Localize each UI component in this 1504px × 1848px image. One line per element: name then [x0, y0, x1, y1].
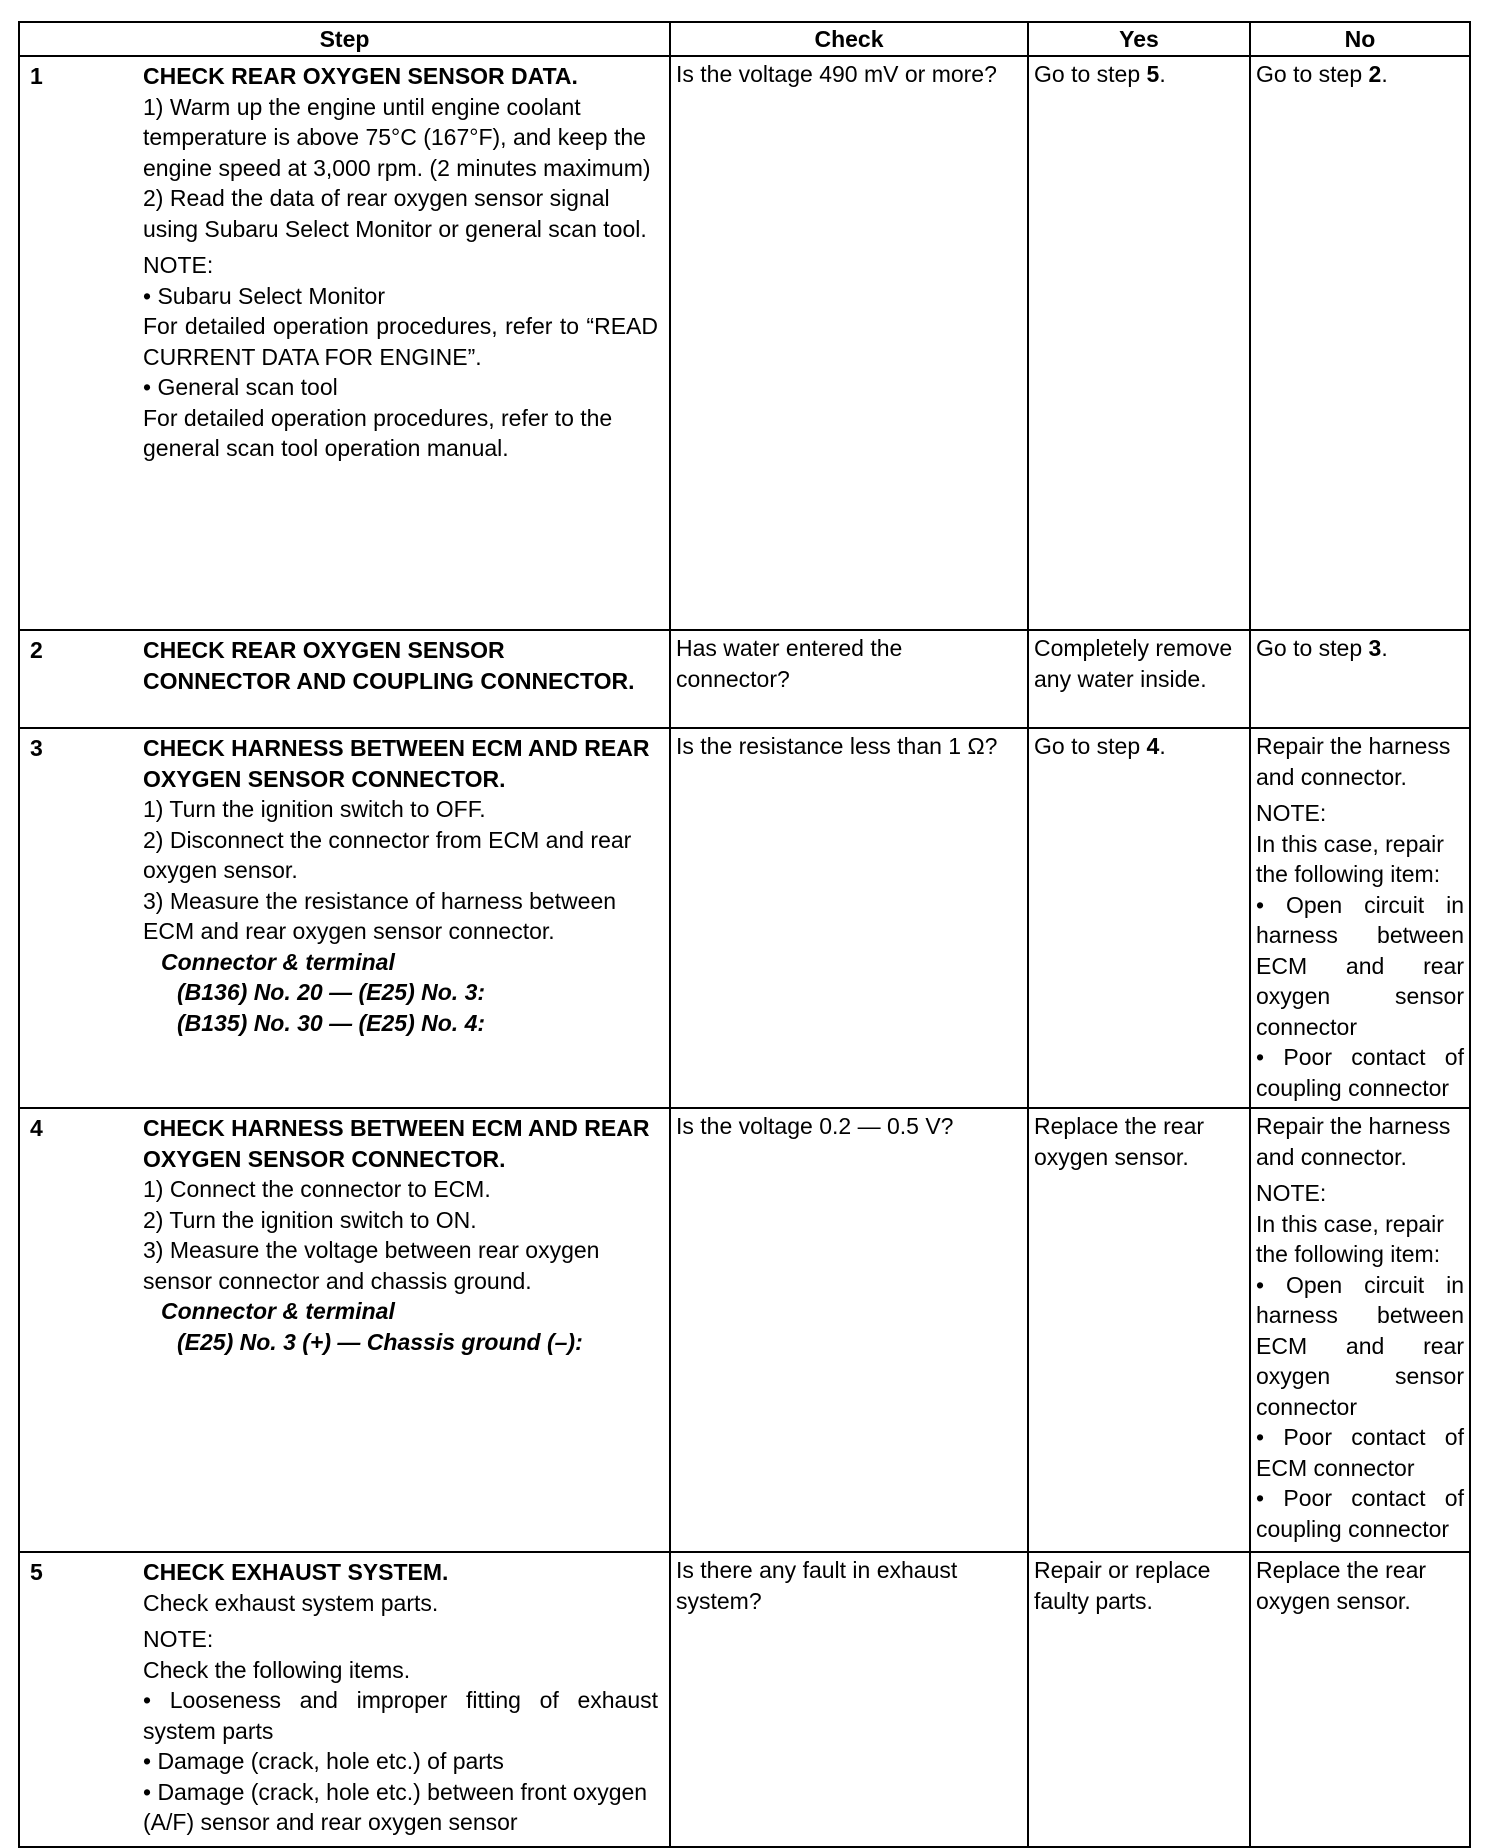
- step-line: 2) Disconnect the connector from ECM and rear oxygen sensor.: [143, 826, 632, 883]
- step-number: 3: [30, 735, 43, 761]
- step-line: 1) Turn the ignition switch to OFF.: [143, 796, 486, 822]
- step-line: 2) Turn the ignition switch to ON.: [143, 1206, 477, 1233]
- yes-text: Go to step: [1034, 61, 1147, 87]
- header-yes: Yes: [1028, 22, 1250, 56]
- step-line: 3) Measure the resistance of harness between ECM and rear oxygen sensor connector.: [143, 887, 617, 944]
- header-step: Step: [19, 22, 670, 56]
- table-row: [19, 1108, 1470, 1552]
- no-main: Repair the harness and connector.: [1256, 1113, 1451, 1170]
- note-line: For detailed operation procedures, refer to “READ CURRENT DATA FOR ENGINE”.: [143, 313, 658, 370]
- check-cell: Has water entered the connector?: [670, 630, 1028, 728]
- yes-cell: Replace the rear oxygen sensor.: [1028, 1108, 1250, 1552]
- note-line: • Damage (crack, hole etc.) of parts: [143, 1748, 504, 1774]
- step-line: Check exhaust system parts.: [143, 1589, 439, 1616]
- no-cell: [1250, 56, 1470, 630]
- step-line: 2) Read the data of rear oxygen sensor signal using Subaru Select Monitor or general scan tool.: [143, 185, 647, 242]
- check-cell: Is there any fault in exhaust system?: [670, 1552, 1028, 1847]
- yes-suffix: .: [1159, 733, 1166, 759]
- step-body: [143, 633, 664, 700]
- no-cell: [1250, 1108, 1470, 1552]
- step-body: [143, 1111, 664, 1361]
- note-line: • General scan tool: [143, 374, 338, 400]
- no-note-text: In this case, repair the following item:: [1256, 830, 1444, 887]
- step-line: 3) Measure the voltage between rear oxygen sensor connector and chassis ground.: [143, 1237, 600, 1294]
- note-line: Check the following items.: [143, 1656, 411, 1683]
- yes-cell: Completely remove any water inside.: [1028, 630, 1250, 728]
- yes-text: Go to step: [1034, 733, 1147, 759]
- table-row: [19, 1552, 1470, 1847]
- table-row: [19, 728, 1470, 1108]
- header-row: [19, 22, 1470, 56]
- check-cell: Is the resistance less than 1 Ω?: [670, 728, 1028, 1108]
- no-cell: [1250, 630, 1470, 728]
- note-line: • Damage (crack, hole etc.) between front oxygen (A/F) sensor and rear oxygen sensor: [143, 1778, 648, 1835]
- no-item: • Poor contact of coupling connector: [1256, 1044, 1464, 1101]
- no-suffix: .: [1381, 635, 1388, 661]
- no-text: Go to step: [1256, 635, 1369, 661]
- step-title: CHECK REAR OXYGEN SENSOR CONNECTOR AND COUPLING CONNECTOR.: [143, 637, 635, 694]
- step-body: [143, 59, 664, 468]
- yes-cell: [1028, 56, 1250, 630]
- no-step-number: 3: [1368, 635, 1382, 661]
- yes-step-number: 4: [1146, 733, 1160, 759]
- note-label: NOTE:: [143, 1626, 214, 1652]
- no-cell: [1250, 728, 1470, 1108]
- step-cell: [19, 56, 670, 630]
- step-body: [143, 1555, 664, 1842]
- yes-cell: [1028, 728, 1250, 1108]
- header-check: Check: [670, 22, 1028, 56]
- note-line: For detailed operation procedures, refer to the general scan tool operation manual.: [143, 404, 613, 461]
- step-line: 1) Connect the connector to ECM.: [143, 1176, 491, 1202]
- diagnostic-table: [18, 21, 1471, 1848]
- connector-line: (B135) No. 30 — (E25) No. 4:: [177, 1009, 486, 1036]
- step-title: CHECK EXHAUST SYSTEM.: [143, 1559, 449, 1585]
- note-line: • Subaru Select Monitor: [143, 282, 386, 309]
- step-number: 4: [30, 1115, 43, 1141]
- step-number: 2: [30, 637, 43, 663]
- check-cell: Is the voltage 490 mV or more?: [670, 56, 1028, 630]
- step-title: CHECK HARNESS BETWEEN ECM AND REAR OXYGEN SENSOR CONNECTOR.: [143, 735, 650, 792]
- step-cell: [19, 728, 670, 1108]
- no-main: Repair the harness and connector.: [1256, 733, 1451, 790]
- connector-label: Connector & terminal: [161, 948, 395, 975]
- yes-step-number: 5: [1146, 61, 1160, 87]
- step-number: 5: [30, 1559, 43, 1585]
- table-row: [19, 56, 1470, 630]
- no-cell: Replace the rear oxygen sensor.: [1250, 1552, 1470, 1847]
- no-note-text: In this case, repair the following item:: [1256, 1210, 1444, 1267]
- yes-cell: Repair or replace faulty parts.: [1028, 1552, 1250, 1847]
- step-cell: [19, 630, 670, 728]
- no-item: • Open circuit in harness between ECM and rear oxygen sensor connector: [1256, 891, 1464, 1040]
- step-title: CHECK HARNESS BETWEEN ECM AND REAR OXYGEN SENSOR CONNECTOR.: [143, 1115, 650, 1172]
- step-number: 1: [30, 63, 43, 89]
- step-cell: [19, 1108, 670, 1552]
- no-item: • Poor contact of coupling connector: [1256, 1485, 1464, 1542]
- table-row: [19, 630, 1470, 728]
- no-item: • Poor contact of ECM connector: [1256, 1424, 1464, 1481]
- no-step-number: 2: [1368, 61, 1382, 87]
- no-note-label: NOTE:: [1256, 1180, 1327, 1206]
- note-label: NOTE:: [143, 252, 214, 278]
- yes-suffix: .: [1159, 61, 1166, 87]
- no-text: Go to step: [1256, 61, 1369, 87]
- connector-line: (E25) No. 3 (+) — Chassis ground (–):: [177, 1328, 583, 1355]
- connector-line: (B136) No. 20 — (E25) No. 3:: [177, 979, 486, 1005]
- note-line: • Looseness and improper fitting of exhaust system parts: [143, 1687, 658, 1744]
- connector-label: Connector & terminal: [161, 1298, 395, 1324]
- step-line: 1) Warm up the engine until engine coolant temperature is above 75°C (167°F), and keep the engine speed at 3,000 rpm. (2 minutes maximum): [143, 93, 651, 181]
- header-no: No: [1250, 22, 1470, 56]
- step-cell: [19, 1552, 670, 1847]
- no-note-label: NOTE:: [1256, 800, 1327, 826]
- check-cell: Is the voltage 0.2 — 0.5 V?: [670, 1108, 1028, 1552]
- no-suffix: .: [1381, 61, 1388, 87]
- no-item: • Open circuit in harness between ECM and rear oxygen sensor connector: [1256, 1271, 1464, 1420]
- step-title: CHECK REAR OXYGEN SENSOR DATA.: [143, 63, 578, 89]
- step-body: [143, 731, 664, 1042]
